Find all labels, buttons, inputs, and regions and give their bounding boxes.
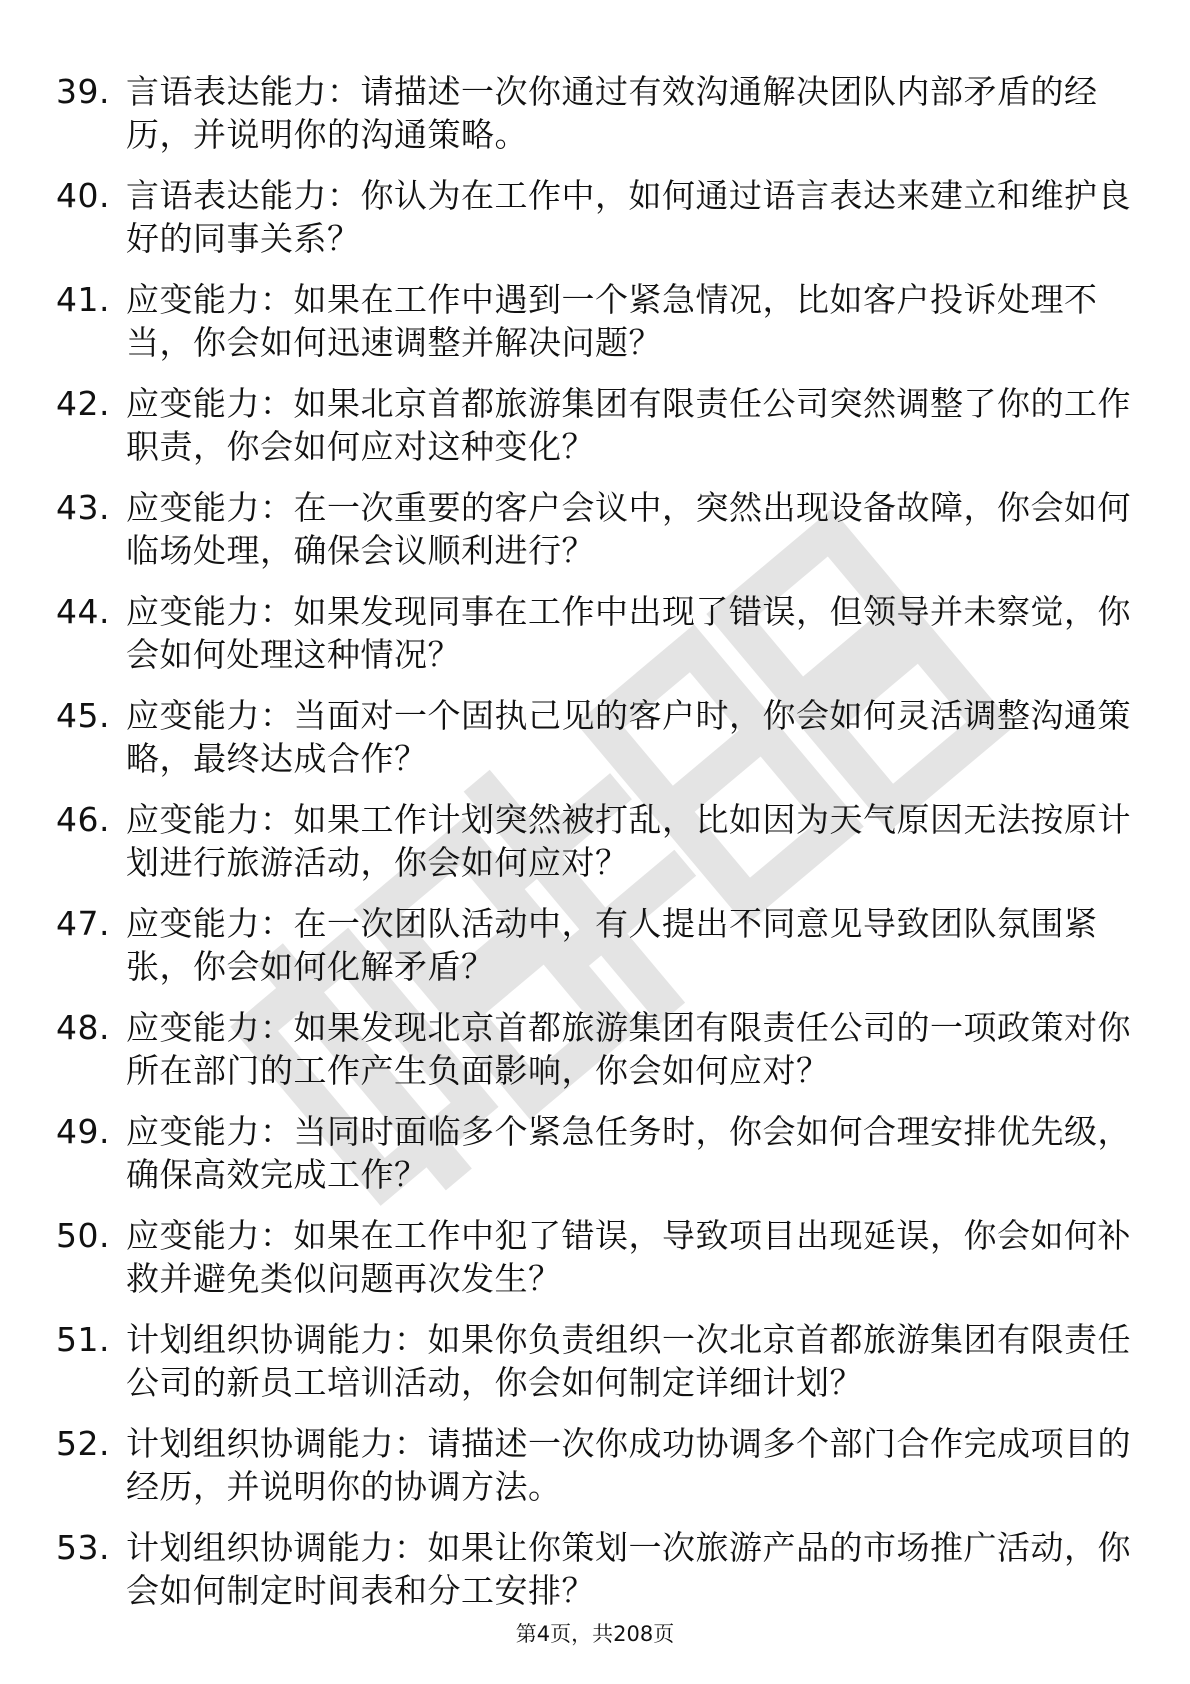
question-item bbox=[56, 1526, 1146, 1612]
question-item bbox=[56, 1006, 1146, 1092]
question-item bbox=[56, 382, 1146, 468]
page-number-footer: 第4页，共208页 bbox=[515, 1622, 675, 1646]
question-text: 应变能力：如果发现北京首都旅游集团有限责任公司的一项政策对你所在部门的工作产生负面影响，你会如何应对？ bbox=[126, 1008, 1131, 1090]
question-text: 应变能力：当同时面临多个紧急任务时，你会如何合理安排优先级，确保高效完成工作？ bbox=[126, 1112, 1131, 1194]
question-text: 计划组织协调能力：请描述一次你成功协调多个部门合作完成项目的经历，并说明你的协调方法。 bbox=[126, 1424, 1131, 1506]
question-text: 应变能力：在一次重要的客户会议中，突然出现设备故障，你会如何临场处理，确保会议顺利进行？ bbox=[126, 488, 1131, 570]
question-number: 44. bbox=[56, 592, 110, 631]
question-number: 47. bbox=[56, 904, 110, 943]
question-text: 应变能力：如果工作计划突然被打乱，比如因为天气原因无法按原计划进行旅游活动，你会如何应对？ bbox=[126, 800, 1131, 882]
question-number: 41. bbox=[56, 280, 110, 319]
question-text: 计划组织协调能力：如果你负责组织一次北京首都旅游集团有限责任公司的新员工培训活动，你会如何制定详细计划？ bbox=[126, 1320, 1131, 1402]
question-item bbox=[56, 1318, 1146, 1404]
question-item bbox=[56, 70, 1146, 156]
question-text: 应变能力：如果在工作中遇到一个紧急情况，比如客户投诉处理不当，你会如何迅速调整并解决问题？ bbox=[126, 280, 1098, 362]
question-item bbox=[56, 1110, 1146, 1196]
question-number: 50. bbox=[56, 1216, 110, 1255]
question-number: 42. bbox=[56, 384, 110, 423]
question-text: 应变能力：在一次团队活动中，有人提出不同意见导致团队氛围紧张，你会如何化解矛盾？ bbox=[126, 904, 1098, 986]
question-number: 49. bbox=[56, 1112, 110, 1151]
question-item bbox=[56, 1422, 1146, 1508]
question-number: 46. bbox=[56, 800, 110, 839]
question-text: 应变能力：当面对一个固执己见的客户时，你会如何灵活调整沟通策略，最终达成合作？ bbox=[126, 696, 1131, 778]
question-number: 48. bbox=[56, 1008, 110, 1047]
question-item bbox=[56, 278, 1146, 364]
question-number: 43. bbox=[56, 488, 110, 527]
question-number: 52. bbox=[56, 1424, 110, 1463]
question-item bbox=[56, 694, 1146, 780]
question-text: 应变能力：如果北京首都旅游集团有限责任公司突然调整了你的工作职责，你会如何应对这种变化？ bbox=[126, 384, 1131, 466]
question-text: 应变能力：如果发现同事在工作中出现了错误，但领导并未察觉，你会如何处理这种情况？ bbox=[126, 592, 1131, 674]
question-list bbox=[56, 70, 1146, 1630]
question-number: 45. bbox=[56, 696, 110, 735]
question-text: 计划组织协调能力：如果让你策划一次旅游产品的市场推广活动，你会如何制定时间表和分工安排？ bbox=[126, 1528, 1131, 1610]
question-text: 言语表达能力：请描述一次你通过有效沟通解决团队内部矛盾的经历，并说明你的沟通策略。 bbox=[126, 72, 1098, 154]
question-item bbox=[56, 174, 1146, 260]
question-item bbox=[56, 1214, 1146, 1300]
question-number: 53. bbox=[56, 1528, 110, 1567]
question-item bbox=[56, 486, 1146, 572]
question-number: 40. bbox=[56, 176, 110, 215]
question-number: 39. bbox=[56, 72, 110, 111]
question-item bbox=[56, 798, 1146, 884]
question-text: 言语表达能力：你认为在工作中，如何通过语言表达来建立和维护良好的同事关系？ bbox=[126, 176, 1131, 258]
question-number: 51. bbox=[56, 1320, 110, 1359]
question-item bbox=[56, 902, 1146, 988]
question-text: 应变能力：如果在工作中犯了错误，导致项目出现延误，你会如何补救并避免类似问题再次发生？ bbox=[126, 1216, 1131, 1298]
question-item bbox=[56, 590, 1146, 676]
